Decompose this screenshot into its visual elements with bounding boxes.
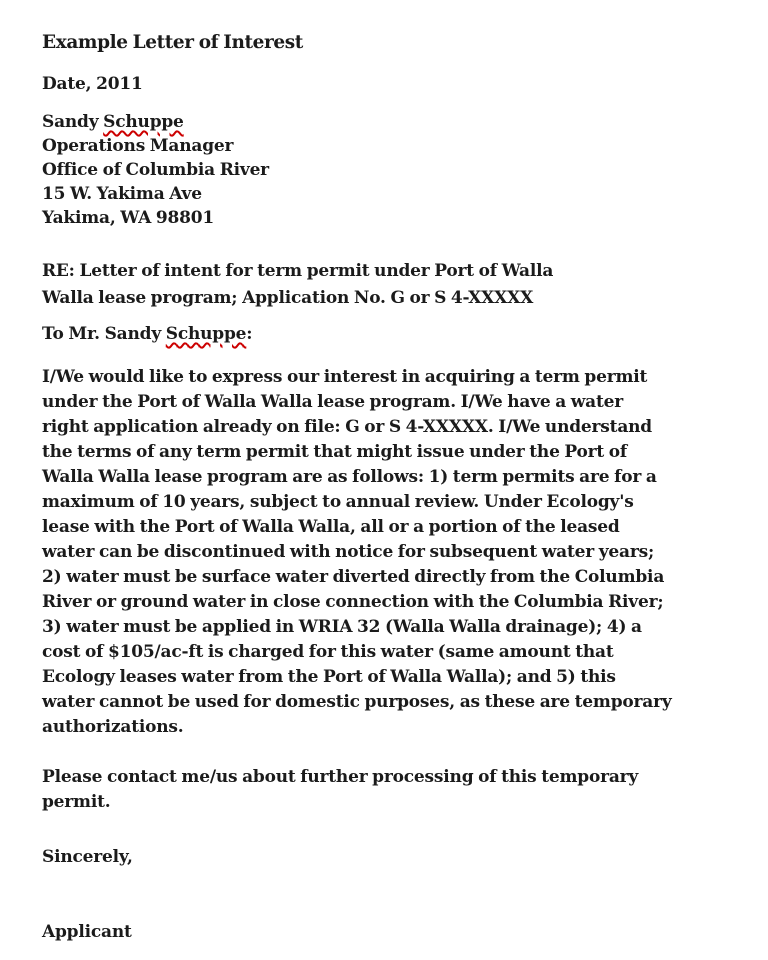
date-line: Date, 2011 [42, 74, 143, 94]
recipient-street: 15 W. Yakima Ave [42, 184, 202, 204]
recipient-last-name: Schuppe [103, 112, 184, 132]
re-subject-line: Walla lease program; Application No. G or S 4-XXXXX [42, 288, 534, 308]
closing-line: permit. [42, 792, 111, 812]
body-paragraph [42, 365, 708, 740]
salutation-name: Schuppe [165, 324, 247, 344]
closing-line: Please contact me/us about further processing of this temporary [42, 767, 639, 787]
recipient-job-title: Operations Manager [42, 136, 234, 156]
recipient-organization: Office of Columbia River [42, 160, 269, 180]
closing-paragraph [42, 765, 708, 815]
letter-title: Example Letter of Interest [42, 32, 303, 53]
body-line: 2) water must be surface water diverted directly from the Columbia [42, 567, 665, 587]
recipient-first-name: Sandy [42, 112, 104, 132]
signature-line: Applicant [42, 922, 132, 942]
body-line: under the Port of Walla Walla lease program. I/We have a water [42, 392, 624, 412]
body-line: lease with the Port of Walla Walla, all or a portion of the leased [42, 517, 620, 537]
re-subject-line: RE: Letter of intent for term permit under Port of Walla [42, 261, 554, 281]
signoff-line: Sincerely, [42, 847, 133, 867]
body-line: River or ground water in close connection with the Columbia River; [42, 592, 664, 612]
body-line: water cannot be used for domestic purposes, as these are temporary [42, 692, 672, 712]
body-line: Walla Walla lease program are as follows: 1) term permits are for a [42, 467, 657, 487]
recipient-name-line [42, 110, 708, 134]
body-line: cost of $105/ac-ft is charged for this water (same amount that [42, 642, 614, 662]
body-line: Ecology leases water from the Port of Walla Walla); and 5) this [42, 667, 616, 687]
body-line: I/We would like to express our interest in acquiring a term permit [42, 367, 648, 387]
body-line: right application already on file: G or S 4-XXXXX. I/We understand [42, 417, 652, 437]
salutation-line [42, 322, 708, 346]
re-subject-block [42, 258, 708, 312]
recipient-city-state-zip: Yakima, WA 98801 [42, 208, 214, 228]
recipient-address-block [42, 110, 708, 230]
salutation-suffix: : [246, 324, 253, 344]
salutation-prefix: To Mr. Sandy [42, 324, 166, 344]
body-line: the terms of any term permit that might issue under the Port of [42, 442, 628, 462]
body-line: water can be discontinued with notice for subsequent water years; [42, 542, 655, 562]
body-line: 3) water must be applied in WRIA 32 (Walla Walla drainage); 4) a [42, 617, 642, 637]
body-line: maximum of 10 years, subject to annual review. Under Ecology's [42, 492, 634, 512]
body-line: authorizations. [42, 717, 184, 737]
